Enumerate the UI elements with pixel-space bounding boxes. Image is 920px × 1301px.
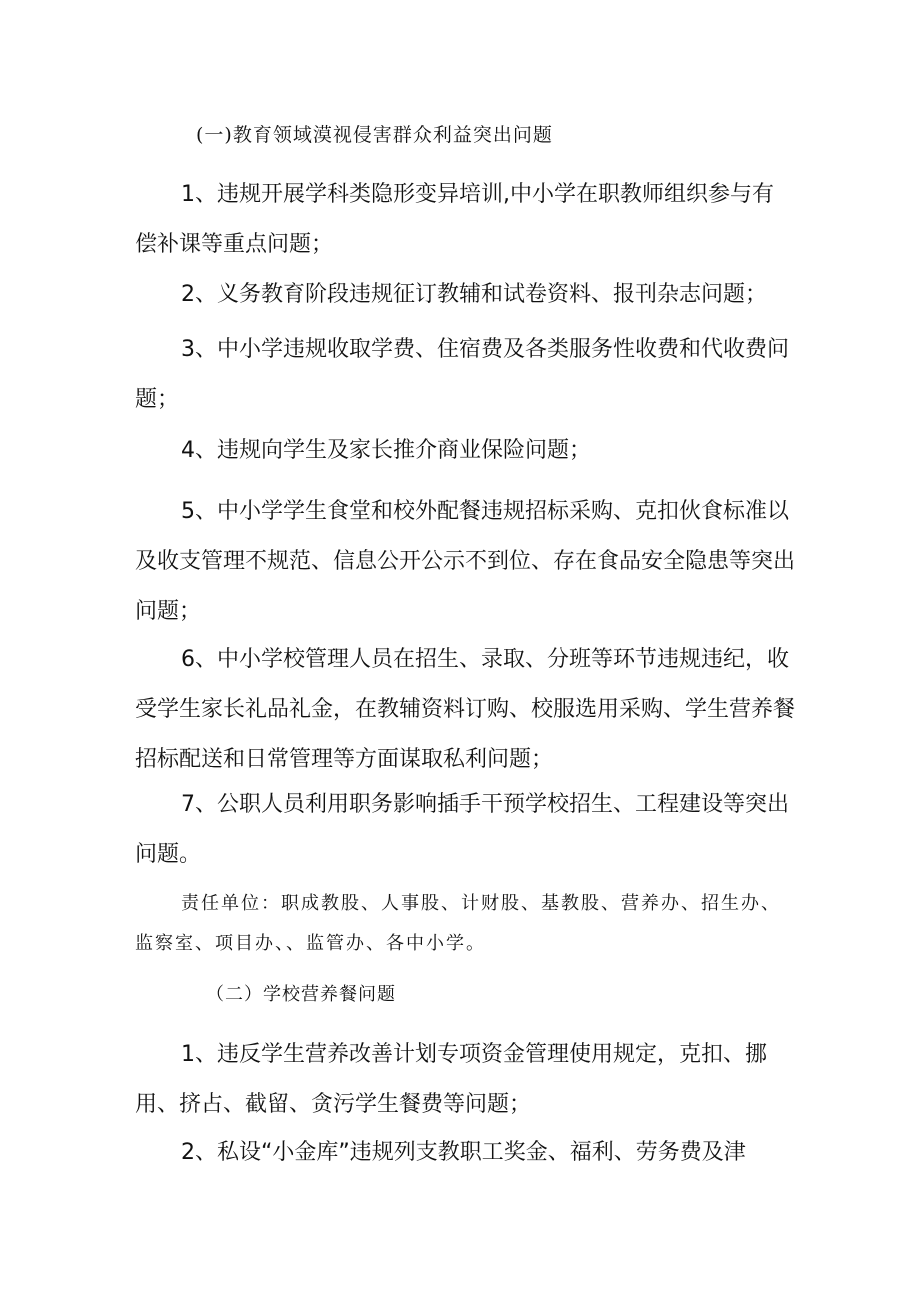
section-1-item-5: 5、中小学学生食堂和校外配餐违规招标采购、克扣伙食标准以及收支管理不规范、信息公开公示不到位、存在食品安全隐患等突出问题； <box>135 499 796 624</box>
section-1-heading: (一)教育领域漠视侵害群众利益突出问题 <box>196 124 553 146</box>
section-1-item-4: 4、违规向学生及家长推介商业保险问题； <box>181 438 591 463</box>
section-1-item-3: 3、中小学违规收取学费、住宿费及各类服务性收费和代收费问题； <box>135 337 789 412</box>
section-1-item-1: 1、违规开展学科类隐形变异培训,中小学在职教师组织参与有偿补课等重点问题； <box>135 182 774 257</box>
section-2-item-1: 1、违反学生营养改善计划专项资金管理使用规定，克扣、挪用、挤占、截留、贪污学生餐费等问题； <box>135 1042 767 1117</box>
section-1-item-6: 6、中小学校管理人员在招生、录取、分班等环节违规违纪，收受学生家长礼品礼金，在教辅资料订购、校服选用采购、学生营养餐招标配送和日常管理等方面谋取私利问题； <box>135 647 796 772</box>
responsibility-units: 责任单位：职成教股、人事股、计财股、基教股、营养办、招生办、监察室、项目办、、监管办、各中小学。 <box>135 893 781 954</box>
section-1-item-7: 7、公职人员利用职务影响插手干预学校招生、工程建设等突出问题。 <box>135 792 789 867</box>
section-2-heading: （二）学校营养餐问题 <box>206 984 396 1005</box>
section-2-item-2: 2、私设“小金库”违规列支教职工奖金、福利、劳务费及津 <box>181 1140 746 1165</box>
section-1-item-2: 2、义务教育阶段违规征订教辅和试卷资料、报刊杂志问题； <box>181 282 767 307</box>
